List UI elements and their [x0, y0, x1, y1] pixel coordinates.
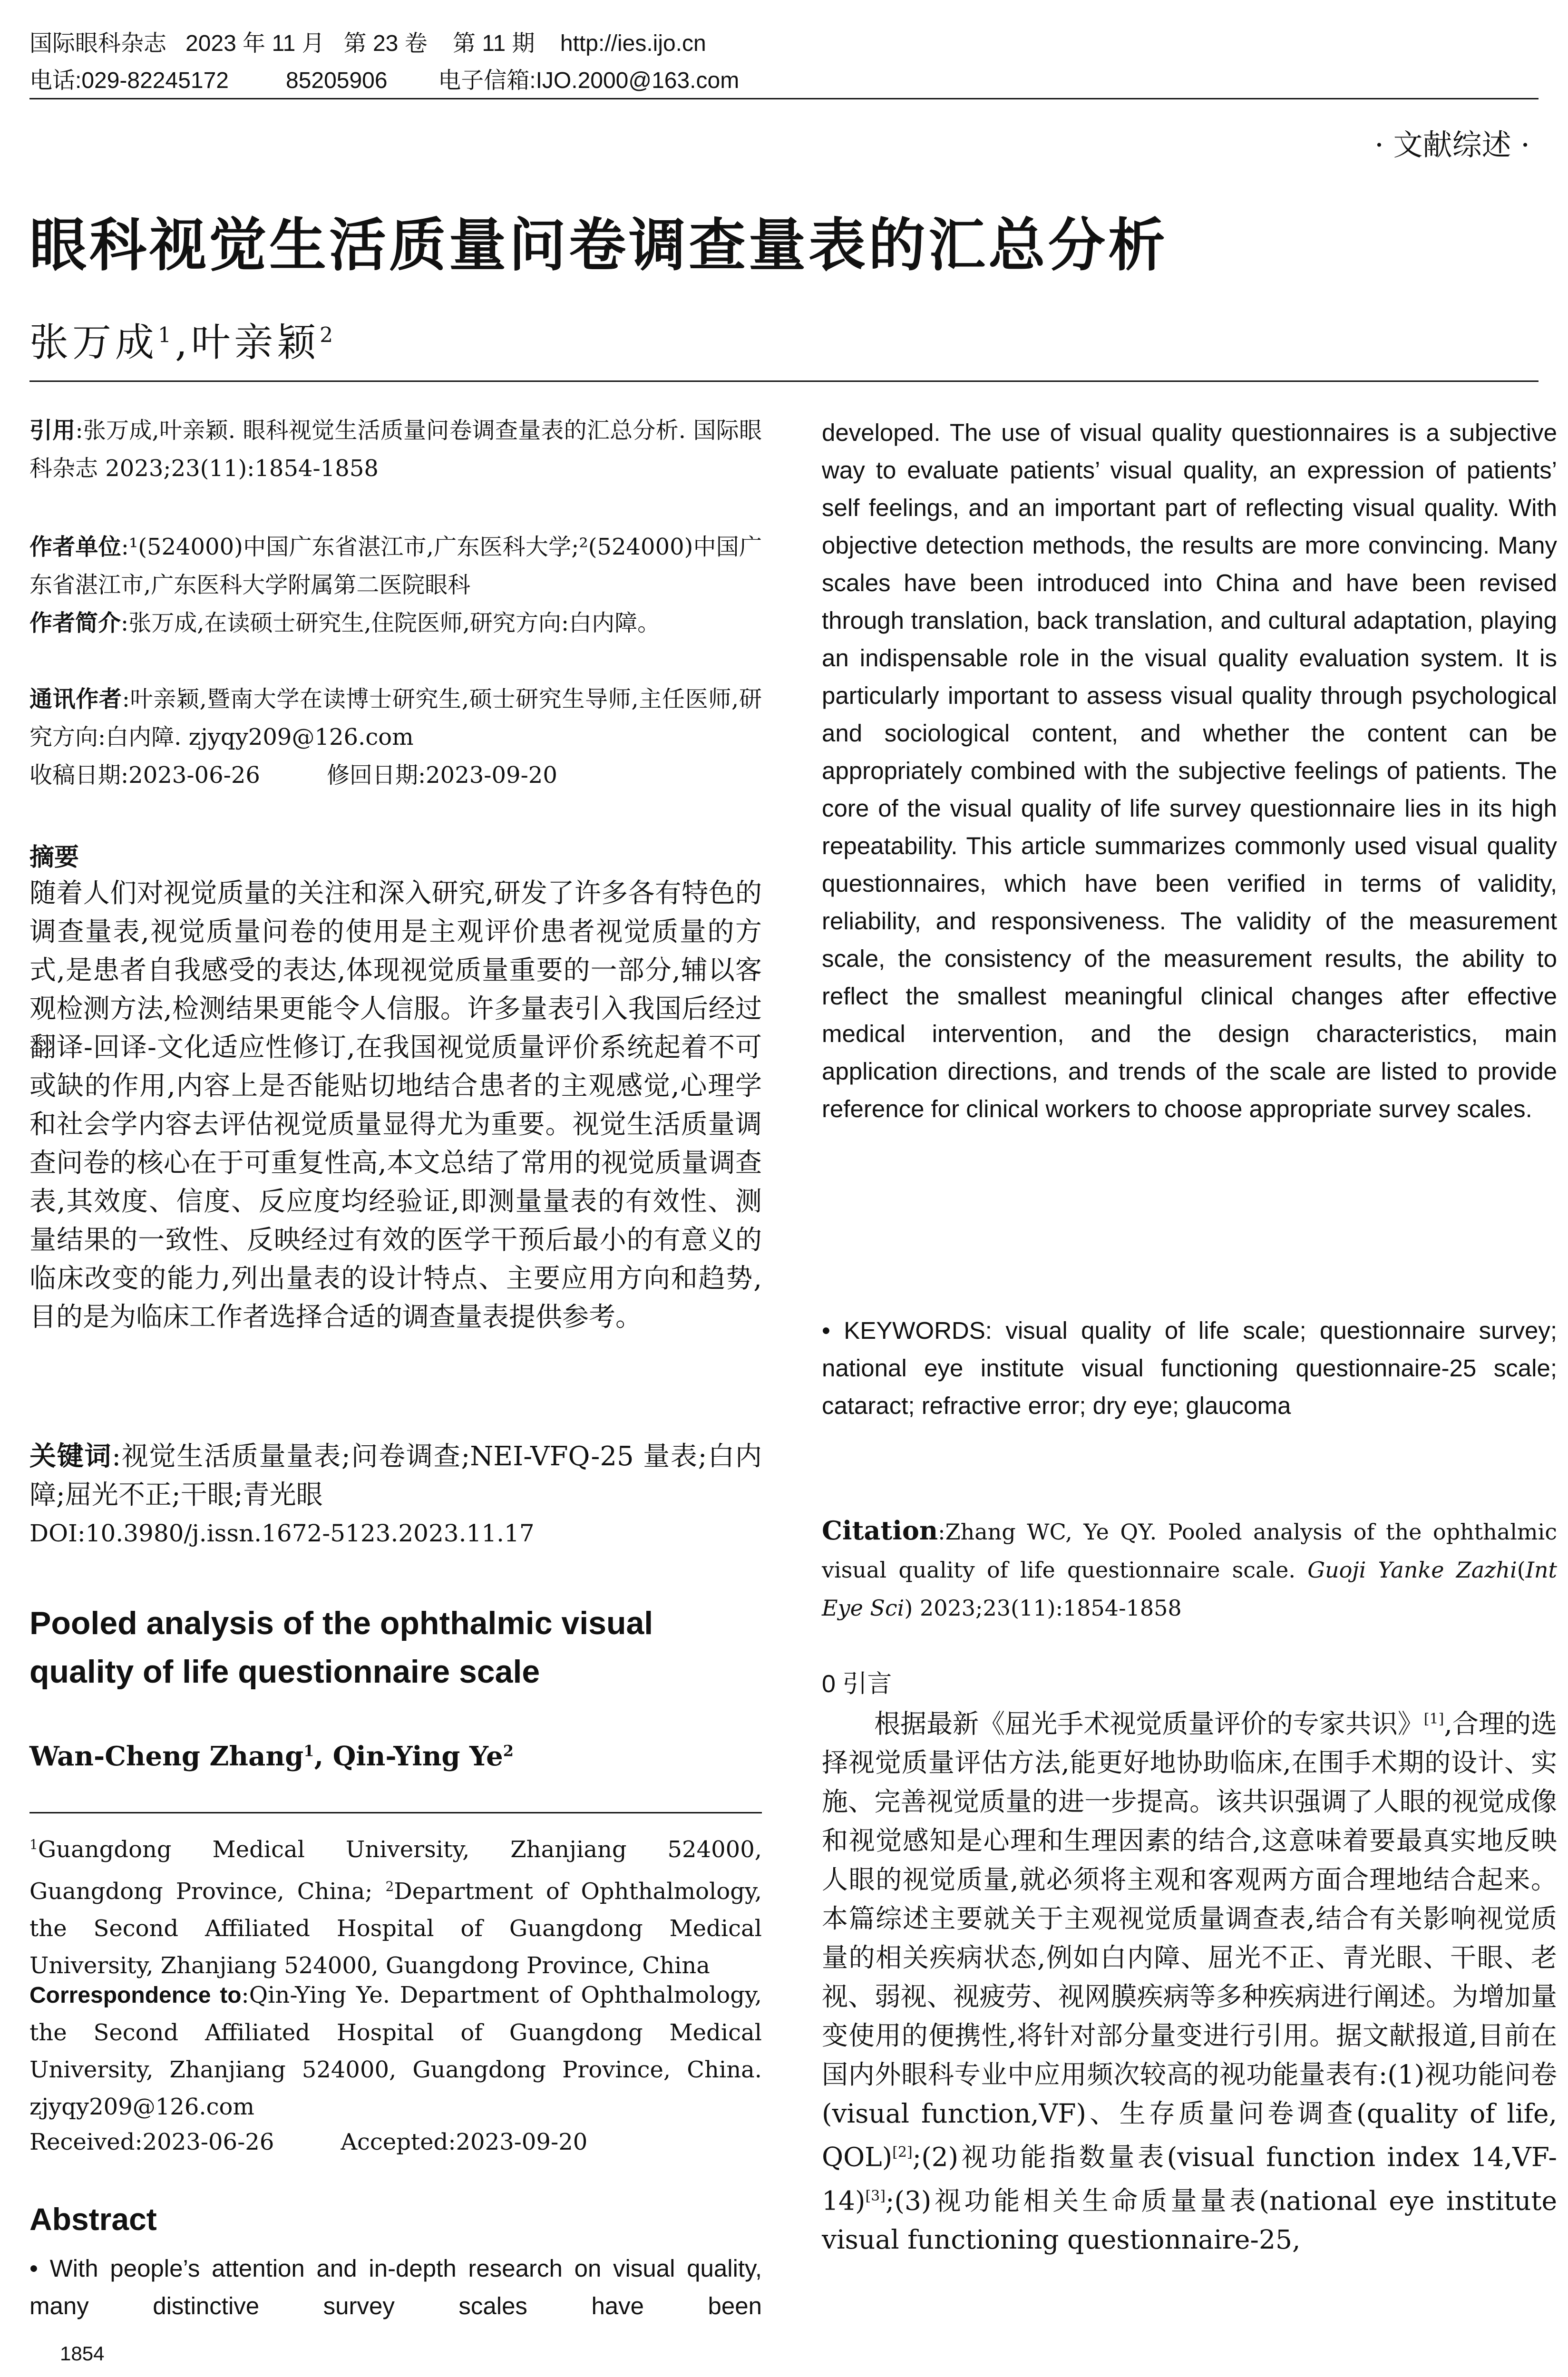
citation-en-text: :Zhang WC, Ye QY. Pooled analysis of the ophthalmic visual quality of life questionnaire scale.: [822, 1519, 1557, 1583]
affiliation-cn: [29, 528, 762, 604]
citation-en-label: Citation: [822, 1515, 938, 1546]
received-date-en: Received:2023-06-26: [29, 2129, 274, 2155]
affiliation-cn-label: 作者单位: [29, 534, 121, 560]
keywords-en: [822, 1312, 1557, 1424]
correspondence-en-label: Correspondence to: [29, 1983, 242, 2008]
author-bio-cn-text: :张万成,在读硕士研究生,住院医师,研究方向:白内障。: [121, 610, 661, 636]
author-2-affil-mark: 2: [320, 323, 337, 348]
author-1-affil-mark: 1: [158, 323, 175, 348]
intro-body: [822, 1700, 1557, 2259]
intro-ref-1: [1]: [1423, 1711, 1444, 1727]
abstract-en-heading: Abstract: [29, 2202, 157, 2237]
intro-text-4: ;(3)视功能相关生命质量量表(national eye institute visual functioning questionnaire-25,: [822, 2185, 1557, 2255]
affiliation-en-mark-2: 2: [385, 1879, 394, 1894]
keywords-en-label: • KEYWORDS: [822, 1317, 985, 1344]
author-2-en-affil-mark: 2: [503, 1742, 514, 1760]
author-bio-cn: [29, 604, 762, 642]
affiliation-cn-text: :¹(524000)中国广东省湛江市,广东医科大学;²(524000)中国广东省湛江市,广东医科大学附属第二医院眼科: [29, 534, 762, 598]
author-bio-cn-label: 作者简介: [29, 610, 121, 636]
correspondence-en: [29, 1977, 762, 2125]
keywords-cn-text: :视觉生活质量量表;问卷调查;NEI-VFQ-25 量表;白内障;屈光不正;干眼;青光眼: [29, 1441, 762, 1510]
citation-cn-label: 引用: [29, 417, 76, 444]
author-2-cn: 叶亲颖: [191, 320, 320, 365]
affiliation-en: [29, 1826, 762, 1984]
header-divider: [29, 98, 1539, 99]
author-separator: ,: [175, 320, 192, 365]
citation-en-journal: Guoji Yanke Zazhi: [1307, 1557, 1517, 1583]
intro-ref-3: [3]: [865, 2187, 886, 2204]
citation-en-paren: (: [1517, 1557, 1526, 1583]
english-authors-divider: [29, 1812, 762, 1813]
intro-heading: 0 引言: [822, 1670, 892, 1698]
author-1-en: Wan-Cheng Zhang: [29, 1741, 304, 1772]
affiliation-en-mark-1: 1: [29, 1837, 38, 1852]
keywords-cn: [29, 1437, 762, 1514]
authors-divider: [29, 380, 1539, 382]
revised-date-cn: 修回日期:2023-09-20: [326, 762, 557, 789]
authors-cn: [29, 312, 337, 367]
corresponding-author-cn: [29, 680, 762, 756]
author-1-cn: 张万成: [29, 320, 158, 365]
abstract-cn-heading: 摘要: [29, 843, 79, 872]
authors-en: [29, 1741, 762, 1772]
article-title-en: Pooled analysis of the ophthalmic visual quality of life questionnaire scale: [29, 1605, 653, 1690]
keywords-en-text: : visual quality of life scale; questionnaire survey; national eye institute visual functioning questionnaire-25 scale; cataract; refractive error; dry eye; glaucoma: [822, 1317, 1557, 1419]
article-title-cn: 眼科视觉生活质量问卷调查量表的汇总分析: [29, 214, 1168, 277]
received-date-cn: 收稿日期:2023-06-26: [29, 762, 260, 789]
abstract-en-body-part1: • With people’s attention and in-depth research on visual quality, many distinctive survey scales have been: [29, 2255, 762, 2319]
affiliation-en-1: Guangdong Medical University, Zhanjiang 524000, Guangdong Province, China;: [29, 1836, 762, 1905]
affiliation-en-2: Department of Ophthalmology, the Second Affiliated Hospital of Guangdong Medical University, Zhanjiang 524000, Guangdong Province, China: [29, 1878, 762, 1979]
citation-cn-text: :张万成,叶亲颖. 眼科视觉生活质量问卷调查量表的汇总分析. 国际眼科杂志 2023;23(11):1854-1858: [29, 417, 762, 482]
intro-text-2: ,合理的选择视觉质量评估方法,能更好地协助临床,在围手术期的设计、实施、完善视觉质量的进一步提高。该共识强调了人眼的视觉成像和视觉感知是心理和生理因素的结合,这意味着要最真实地反映人眼的视觉质量,就必须将主观和客观两方面合理地结合起来。本篇综述主要就关于主观视觉质量调查表,结合有关影响视觉质量的相关疾病状态,例如白内障、屈光不正、青光眼、干眼、老视、弱视、视疲劳、视网膜疾病等多种疾病进行阐述。为增加量变使用的便携性,将针对部分量变进行引用。据文献报道,目前在国内外眼科专业中应用频次较高的视功能量表有:(1)视功能问卷(visual function,VF)、生存质量问卷调查(quality of life, QOL): [822, 1708, 1557, 2172]
intro-ref-2: [2]: [892, 2144, 913, 2161]
author-separator-en: ,: [314, 1741, 333, 1772]
corresponding-author-cn-label: 通讯作者: [29, 686, 122, 712]
correspondence-en-text: :Qin-Ying Ye. Department of Ophthalmology, the Second Affiliated Hospital of Guangdong Medical University, Zhanjiang 524000, Guangdong Province, China. zjyqy209@126.com: [29, 1982, 762, 2120]
dates-en: [29, 2129, 762, 2155]
keywords-cn-label: 关键词: [29, 1441, 112, 1472]
abstract-cn-body: 随着人们对视觉质量的关注和深入研究,研发了许多各有特色的调查量表,视觉质量问卷的使用是主观评价患者视觉质量的方式,是患者自我感受的表达,体现视觉质量重要的一部分,辅以客观检测方法,检测结果更能令人信服。许多量表引入我国后经过翻译-回译-文化适应性修订,在我国视觉质量评价系统起着不可或缺的作用,内容上是否能贴切地结合患者的主观感觉,心理学和社会学内容去评估视觉质量显得尤为重要。视觉生活质量调查问卷的核心在于可重复性高,本文总结了常用的视觉质量调查表,其效度、信度、反应度均经验证,即测量量表的有效性、测量结果的一致性、反映经过有效的医学干预后最小的有意义的临床改变的能力,列出量表的设计特点、主要应用方向和趋势,目的是为临床工作者选择合适的调查量表提供参考。: [29, 878, 762, 1333]
abstract-en-body-part2: developed. The use of visual quality questionnaires is a subjective way to evaluate patients’ visual quality, an expression of patients’ self feelings, and an important part of reflecting visual quality. With objective detection methods, the results are more convincing. Many scales have been introduced into China and have been revised through translation, back translation, and cultural adaptation, playing an indispensable role in the visual quality evaluation system. It is particularly important to assess visual quality through psychological and sociological content, and whether the content can be appropriately combined with the subjective feelings of patients. The core of the visual quality of life survey questionnaire lies in its high repeatability. This article summarizes commonly used visual quality questionnaires, which have been verified in terms of validity, reliability, and responsiveness. The validity of the measurement scale, the consistency of the measurement results, the ability to reflect the smallest meaningful clinical changes after effective medical intervention, and the design characteristics, main application directions, and trends of the scale are listed to provide reference for clinical workers to choose appropriate survey scales.: [822, 419, 1557, 1122]
accepted-date-en: Accepted:2023-09-20: [341, 2129, 588, 2155]
citation-en: [822, 1511, 1557, 1627]
page-number: 1854: [60, 2342, 105, 2365]
doi: DOI:10.3980/j.issn.1672-5123.2023.11.17: [29, 1520, 535, 1547]
journal-header-line1: 国际眼科杂志 2023 年 11 月 第 23 卷 第 11 期 http://ies.ijo.cn: [29, 31, 706, 56]
intro-text-1: 根据最新《屈光手术视觉质量评价的专家共识》: [874, 1708, 1424, 1739]
intro-text-3: ;(2)视功能指数量表(visual function index 14,VF-14): [822, 2142, 1557, 2216]
author-1-en-affil-mark: 1: [303, 1742, 314, 1760]
dates-cn: [29, 756, 762, 794]
citation-en-rest: ) 2023;23(11):1854-1858: [904, 1595, 1182, 1621]
author-2-en: Qin-Ying Ye: [332, 1741, 503, 1772]
journal-header-line2: 电话:029-82245172 85205906 电子信箱:IJO.2000@163.com: [29, 68, 740, 93]
column-label: · 文献综述 ·: [1374, 127, 1530, 162]
citation-en-journal-en: Int Eye Sci: [822, 1557, 1557, 1621]
corresponding-author-cn-text: :叶亲颖,暨南大学在读博士研究生,硕士研究生导师,主任医师,研究方向:白内障. zjyqy209@126.com: [29, 686, 762, 750]
citation-cn: [29, 411, 762, 487]
